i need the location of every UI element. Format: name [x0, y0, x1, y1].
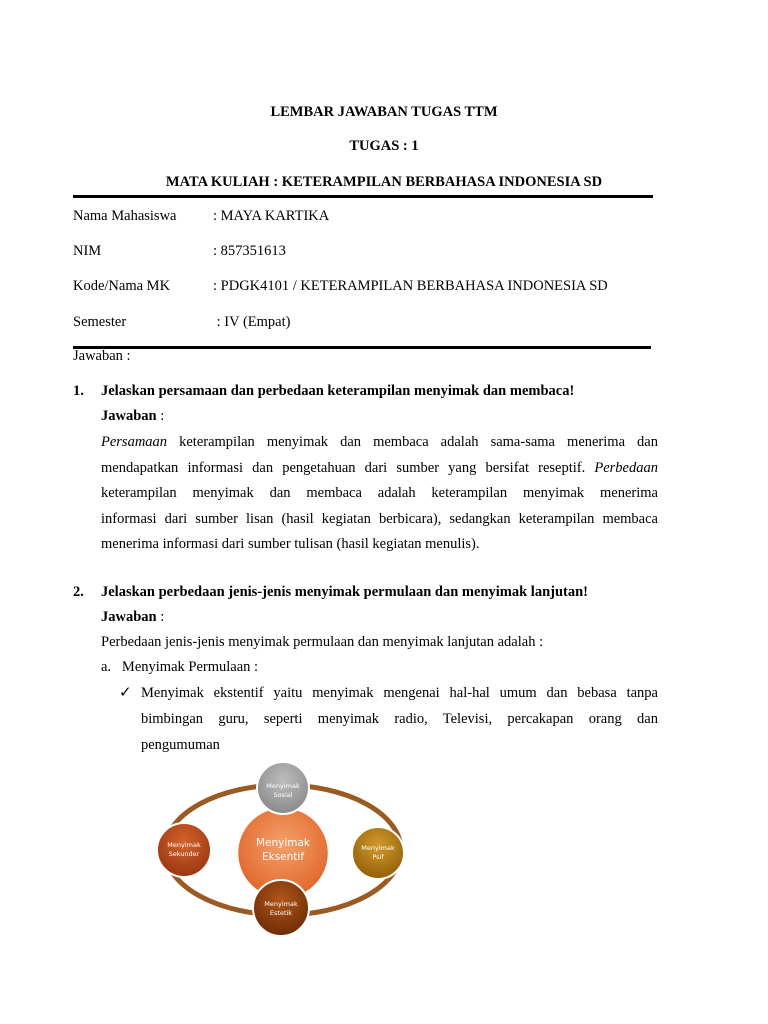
answer-1-line-1	[101, 430, 658, 456]
answer-label-colon: :	[156, 408, 165, 424]
checkmark-icon: ✓	[119, 685, 132, 701]
right-line-2: Psif	[372, 853, 384, 861]
question-1-text: Jelaskan persamaan dan perbedaan keterampilan menyimak dan membaca!	[101, 383, 575, 399]
left-line-1: Menyimak	[167, 841, 201, 849]
question-2-answer-label	[101, 609, 164, 626]
cycle-diagram	[140, 755, 430, 945]
info-divider	[73, 346, 651, 349]
info-label-semester: Semester	[73, 314, 127, 330]
question-1-number: 1.	[73, 383, 84, 399]
answer-label-bold: Jawaban	[101, 609, 157, 625]
answer-1-line-2-text: mendapatkan informasi dan pengetahuan dari sumber yang bersifat reseptif.	[101, 459, 595, 476]
node-top	[257, 762, 309, 814]
info-value-name: : MAYA KARTIKA	[213, 208, 330, 224]
perbedaan-emphasis: Perbedaan	[594, 459, 658, 476]
bottom-line-2: Estetik	[269, 909, 293, 917]
persamaan-emphasis: Persamaan	[101, 434, 168, 450]
task-number: TUGAS : 1	[349, 138, 419, 154]
question-1-answer-label	[101, 408, 164, 425]
course-title: MATA KULIAH : KETERAMPILAN BERBAHASA INDONESIA SD	[165, 174, 603, 190]
sub-item-a: a. Menyimak Permulaan :	[101, 659, 259, 675]
answer-label-bold: Jawaban	[101, 408, 157, 424]
top-line-1: Menyimak	[266, 782, 300, 790]
answer-1-line-3: keterampilan menyimak dan membaca adalah keterampilan menyimak menerima	[101, 485, 658, 501]
answer-1-line-4: informasi dari sumber lisan (hasil kegiatan berbicara), sedangkan keterampilan membaca	[101, 510, 658, 527]
info-label-name: Nama Mahasiswa	[73, 208, 177, 224]
info-label-course: Kode/Nama MK	[73, 278, 171, 294]
center-line-2: Eksentif	[261, 851, 305, 863]
bullet-line-3: pengumuman	[141, 737, 220, 753]
answer-1-line-1-text: keterampilan menyimak dan membaca adalah sama-sama menerima dan	[167, 434, 658, 450]
left-line-2: Sekunder	[168, 850, 200, 858]
answers-label: Jawaban :	[73, 348, 131, 364]
answer-1-line-2	[101, 456, 658, 482]
question-2-number: 2.	[73, 584, 84, 600]
question-2-intro: Perbedaan jenis-jenis menyimak permulaan dan menyimak lanjutan adalah :	[101, 634, 544, 650]
center-line-1: Menyimak	[255, 837, 311, 849]
info-value-semester: : IV (Empat)	[213, 314, 291, 330]
answer-label-colon: :	[156, 609, 165, 625]
node-bottom	[253, 880, 309, 936]
right-line-1: Menyimak	[361, 844, 395, 852]
info-value-course: : PDGK4101 / KETERAMPILAN BERBAHASA INDONESIA SD	[213, 278, 608, 294]
question-2-text: Jelaskan perbedaan jenis-jenis menyimak permulaan dan menyimak lanjutan!	[101, 584, 589, 600]
top-line-2: Sosial	[273, 791, 293, 799]
question-1-answer	[101, 430, 658, 558]
info-label-nim: NIM	[73, 243, 102, 259]
bottom-line-1: Menyimak	[264, 900, 298, 908]
bullet-item	[141, 680, 658, 758]
page-title: LEMBAR JAWABAN TUGAS TTM	[270, 104, 498, 120]
node-right	[352, 827, 404, 879]
answer-1-line-5: menerima informasi dari sumber tulisan (hasil kegiatan menulis).	[101, 536, 480, 552]
info-value-nim: : 857351613	[213, 243, 286, 259]
bullet-line-1: Menyimak ekstentif yaitu menyimak mengenai hal-hal umum dan bebasa tanpa	[141, 685, 658, 701]
node-left	[157, 823, 211, 877]
bullet-line-2: bimbingan guru, seperti menyimak radio, Televisi, percakapan orang dan	[141, 711, 658, 727]
header-divider	[73, 195, 653, 198]
